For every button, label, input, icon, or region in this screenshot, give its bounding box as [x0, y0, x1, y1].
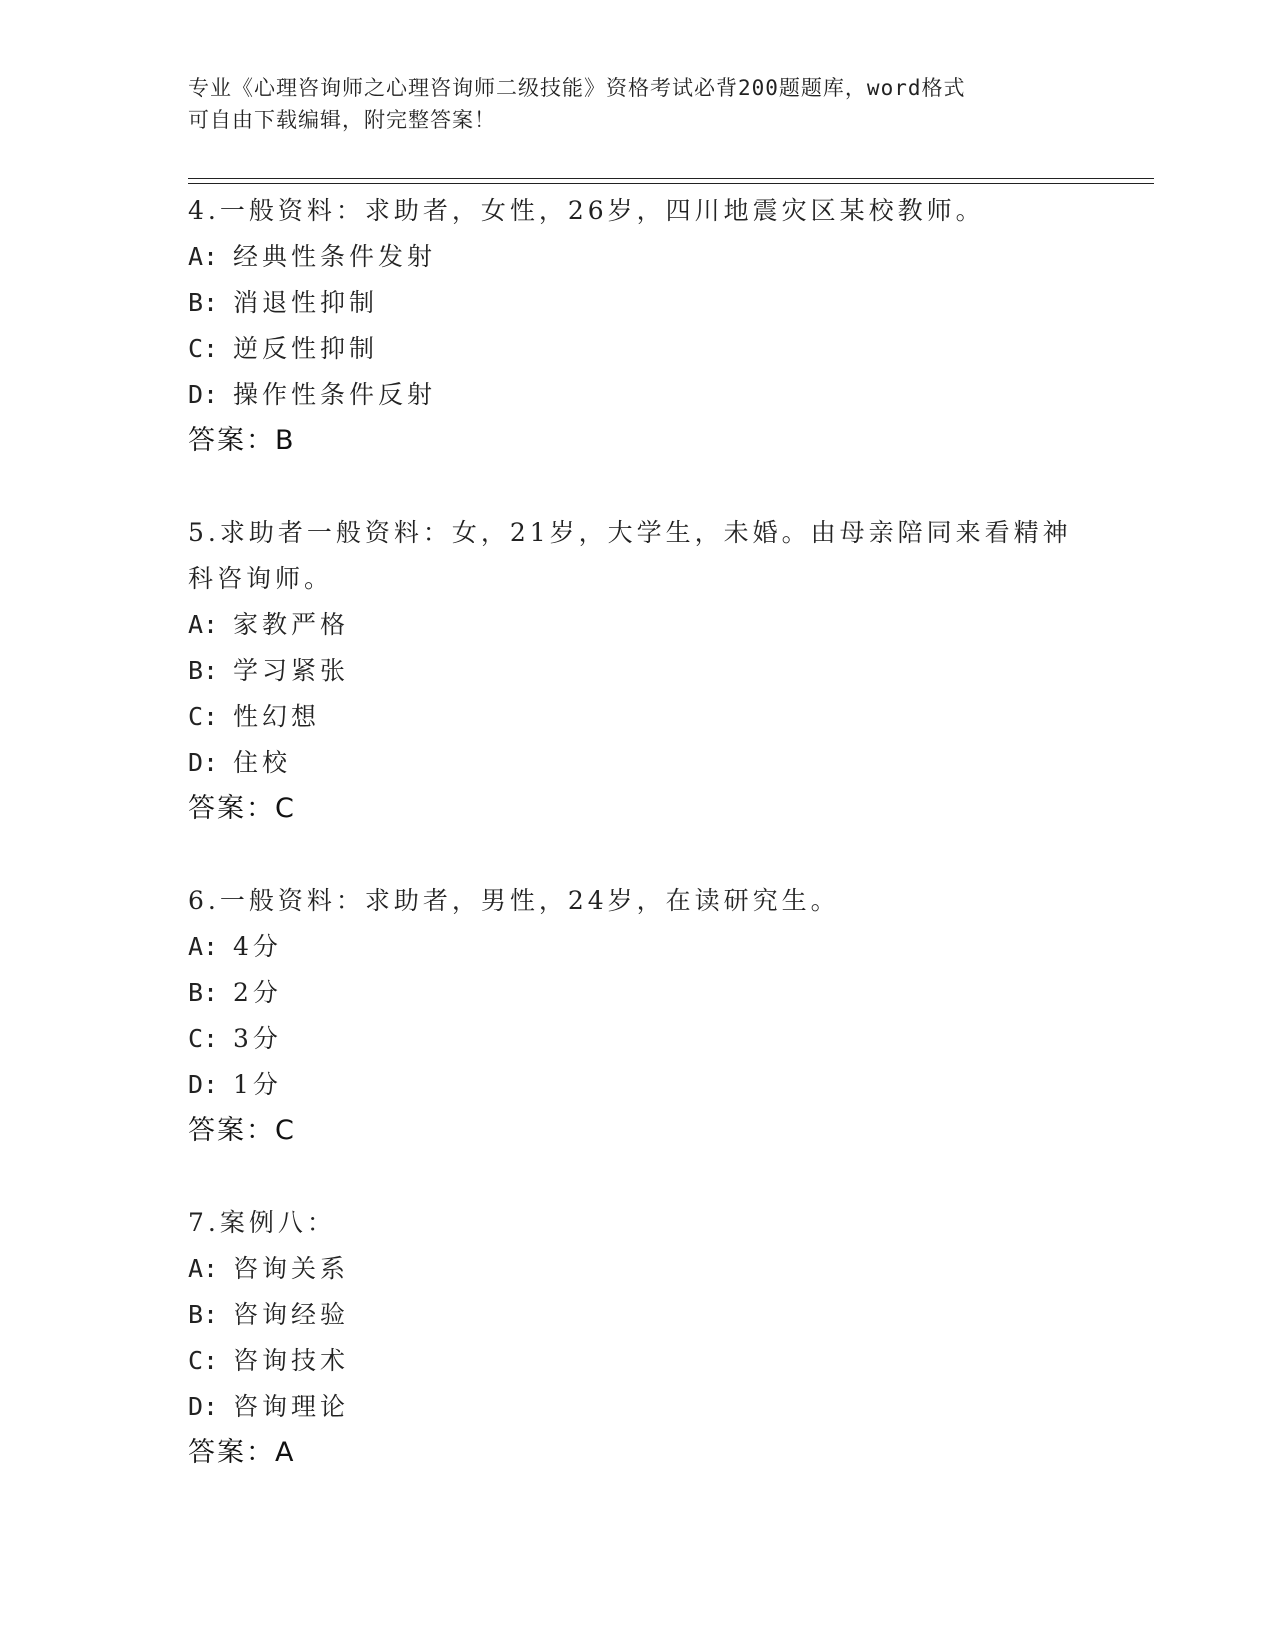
option-a [188, 234, 1088, 280]
option-key: A: [188, 932, 219, 961]
option-key: B: [188, 1300, 219, 1329]
option-key: A: [188, 610, 219, 639]
header-line-2: 可自由下载编辑，附完整答案！ [188, 108, 496, 132]
option-text: 咨询理论 [233, 1392, 350, 1421]
option-key: D: [188, 1392, 219, 1421]
question-text: 4.一般资料：求助者，女性，26岁，四川地震灾区某校教师。 [188, 196, 985, 225]
header-divider-bottom [188, 183, 1154, 184]
option-c [188, 1338, 1088, 1384]
option-d [188, 372, 1088, 418]
option-text: 消退性抑制 [233, 288, 379, 317]
question-text: 7.案例八： [188, 1208, 336, 1237]
option-text: 1分 [233, 1070, 282, 1099]
answer-text: 答案：C [188, 793, 296, 824]
option-text: 4分 [233, 932, 282, 961]
option-key: C: [188, 1024, 219, 1053]
question-5 [188, 510, 1088, 832]
question-7 [188, 1200, 1088, 1476]
option-key: D: [188, 380, 219, 409]
question-6 [188, 878, 1088, 1154]
option-text: 2分 [233, 978, 282, 1007]
option-text: 逆反性抑制 [233, 334, 379, 363]
option-key: A: [188, 1254, 219, 1283]
option-a [188, 1246, 1088, 1292]
option-key: A: [188, 242, 219, 271]
option-key: C: [188, 334, 219, 363]
option-b [188, 648, 1088, 694]
option-key: B: [188, 288, 219, 317]
option-key: C: [188, 1346, 219, 1375]
question-text: 5.求助者一般资料：女，21岁，大学生，未婚。由母亲陪同来看精神科咨询师。 [188, 518, 1072, 593]
document-header [188, 72, 1088, 136]
option-key: B: [188, 978, 219, 1007]
option-text: 家教严格 [233, 610, 350, 639]
option-d [188, 740, 1088, 786]
question-text: 6.一般资料：求助者，男性，24岁，在读研究生。 [188, 886, 840, 915]
option-text: 操作性条件反射 [233, 380, 437, 409]
option-text: 住校 [233, 748, 292, 777]
option-c [188, 326, 1088, 372]
option-text: 咨询经验 [233, 1300, 350, 1329]
option-a [188, 602, 1088, 648]
option-text: 3分 [233, 1024, 282, 1053]
answer-text: 答案：C [188, 1115, 296, 1146]
header-divider-top [188, 178, 1154, 179]
option-key: B: [188, 656, 219, 685]
option-b [188, 970, 1088, 1016]
question-4 [188, 188, 1088, 464]
option-text: 咨询技术 [233, 1346, 350, 1375]
option-text: 咨询关系 [233, 1254, 350, 1283]
option-b [188, 1292, 1088, 1338]
option-d [188, 1062, 1088, 1108]
option-d [188, 1384, 1088, 1430]
answer-text: 答案：B [188, 425, 296, 456]
answer-text: 答案：A [188, 1437, 296, 1468]
option-key: C: [188, 702, 219, 731]
option-text: 学习紧张 [233, 656, 350, 685]
option-a [188, 924, 1088, 970]
option-b [188, 280, 1088, 326]
option-key: D: [188, 748, 219, 777]
option-key: D: [188, 1070, 219, 1099]
option-c [188, 1016, 1088, 1062]
option-text: 经典性条件发射 [233, 242, 437, 271]
header-line-1: 专业《心理咨询师之心理咨询师二级技能》资格考试必背200题题库，word格式 [188, 76, 966, 100]
question-list [188, 188, 1088, 1522]
option-text: 性幻想 [233, 702, 321, 731]
option-c [188, 694, 1088, 740]
